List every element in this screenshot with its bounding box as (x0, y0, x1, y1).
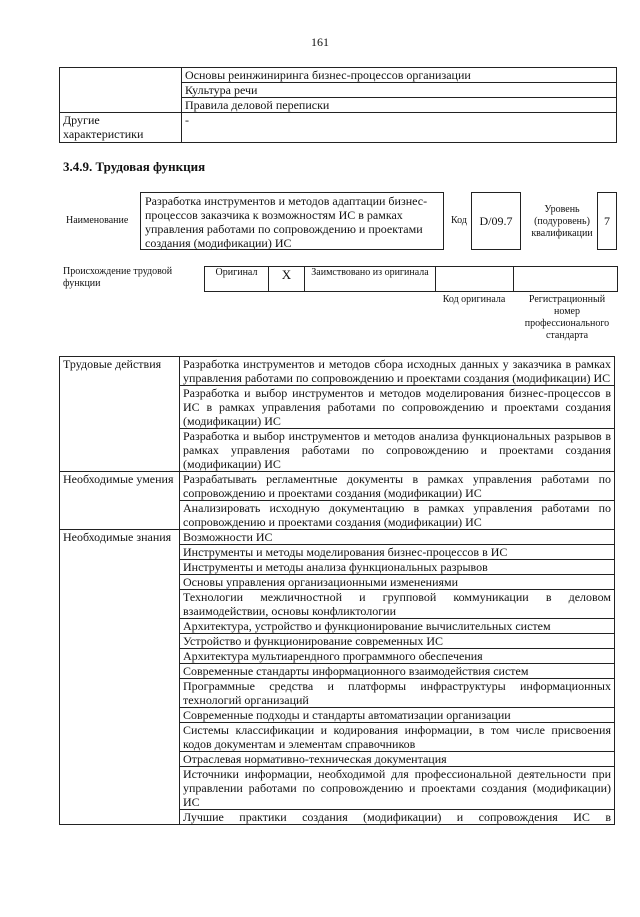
knowledge-item: Лучшие практики создания (модификации) и сопровождения ИС в (180, 810, 615, 825)
prev-table-label: Другие характеристики (60, 113, 182, 143)
skills-heading: Необходимые умения (60, 472, 180, 530)
knowledge-item: Современные стандарты информационного взаимодействия систем (180, 664, 615, 679)
knowledge-item: Современные подходы и стандарты автоматизации организации (180, 708, 615, 723)
original-label: Оригинал (205, 267, 269, 292)
prev-table-value: - (182, 113, 617, 143)
knowledge-item: Источники информации, необходимой для профессиональной деятельности при управлении работами по сопровождению и проектами создания (модификации) ИС (180, 767, 615, 810)
level-label: Уровень (подуровень) квалификации (531, 204, 593, 239)
prev-table-empty-label (60, 68, 182, 113)
section-title: 3.4.9. Трудовая функция (63, 159, 206, 174)
registration-caption: Регистрационный номер профессионального стандарта (524, 294, 610, 341)
knowledge-item: Программные средства и платформы инфраструктуры информационных технологий организаций (180, 679, 615, 708)
skill-item: Разрабатывать регламентные документы в рамках управления работами по сопровождению и проектами создания (модификации) ИС (180, 472, 615, 501)
registration-number-cell (514, 267, 618, 292)
labor-action-item: Разработка и выбор инструментов и методов анализа функциональных разрывов в рамках управления работами по сопровождению и проектами создания (модификации) ИС (180, 429, 615, 472)
name-label: Наименование (66, 215, 129, 226)
knowledge-item: Устройство и функционирование современных ИС (180, 634, 615, 649)
labor-actions-heading: Трудовые действия (60, 357, 180, 472)
prev-table-value: Культура речи (182, 83, 617, 98)
knowledge-item: Основы управления организационными изменениями (180, 575, 615, 590)
knowledge-item: Инструменты и методы анализа функциональных разрывов (180, 560, 615, 575)
qualification-level: 7 (597, 192, 617, 250)
origin-table (204, 266, 618, 292)
original-mark: X (269, 267, 305, 292)
code-label: Код (451, 215, 467, 226)
borrowed-label: Заимствовано из оригинала (305, 267, 436, 292)
knowledge-item: Возможности ИС (180, 530, 615, 545)
code-caption: Код оригинала (442, 294, 506, 305)
knowledge-item: Инструменты и методы моделирования бизнес-процессов в ИС (180, 545, 615, 560)
original-code-cell (436, 267, 514, 292)
knowledge-heading: Необходимые знания (60, 530, 180, 825)
function-code: D/09.7 (471, 192, 521, 250)
knowledge-item: Архитектура мультиарендного программного обеспечения (180, 649, 615, 664)
labor-action-item: Разработка и выбор инструментов и методов моделирования бизнес-процессов в ИС в рамках управления работами по сопровождению и проектами создания (модификации) ИС (180, 386, 615, 429)
skill-item: Анализировать исходную документацию в рамках управления работами по сопровождению и проектами создания (модификации) ИС (180, 501, 615, 530)
function-name: Разработка инструментов и методов адаптации бизнес-процессов заказчика к возможностям ИС в рамках управления работами по сопровождению и проектами создания (модификации) ИС (140, 192, 444, 250)
knowledge-item: Системы классификации и кодирования информации, в том числе присвоения кодов документам и элементам справочников (180, 723, 615, 752)
labor-action-item: Разработка инструментов и методов сбора исходных данных у заказчика в рамках управления работами по сопровождению и проектами создания (модификации) ИС (180, 357, 615, 386)
knowledge-item: Отраслевая нормативно-техническая документация (180, 752, 615, 767)
prev-table-value: Основы реинжиниринга бизнес-процессов организации (182, 68, 617, 83)
prev-table-value: Правила деловой переписки (182, 98, 617, 113)
knowledge-item: Архитектура, устройство и функционирование вычислительных систем (180, 619, 615, 634)
page-number: 161 (311, 35, 329, 49)
previous-table (59, 67, 617, 143)
knowledge-item: Технологии межличностной и групповой коммуникации в деловом взаимодействии, основы конфликтологии (180, 590, 615, 619)
main-table (59, 356, 615, 825)
origin-label: Происхождение трудовой функции (63, 266, 173, 289)
